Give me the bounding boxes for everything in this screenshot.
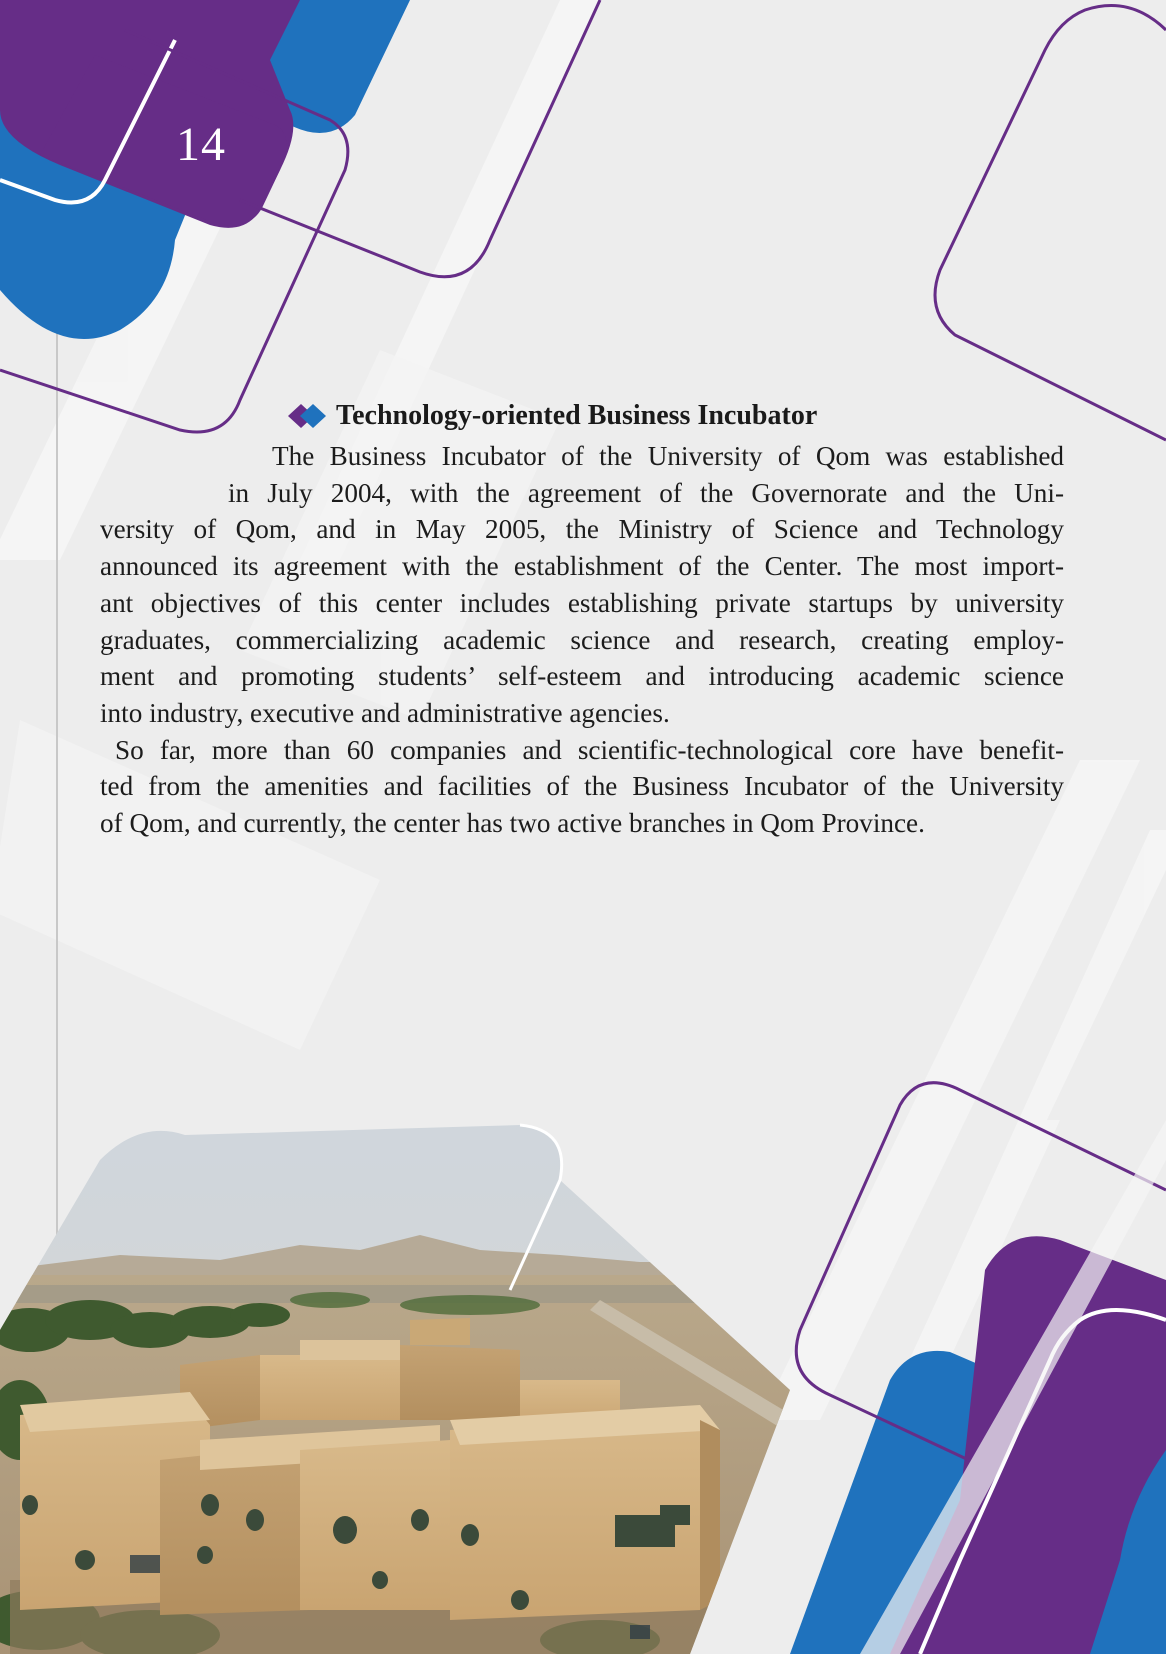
- double-diamond-icon: [286, 401, 330, 431]
- top-right-purple-outline: [935, 6, 1166, 441]
- section-heading: [286, 400, 817, 432]
- section-title: Technology-oriented Business Incubator: [336, 400, 818, 431]
- paragraph-line: ant objectives of this center includes establishing private startups by university: [100, 587, 1064, 618]
- paragraph-line: in July 2004, with the agreement of the Governorate and the Uni-: [228, 477, 1064, 508]
- paragraph-2: [100, 732, 1064, 842]
- body-text: [100, 438, 1064, 842]
- page-number: 14: [176, 118, 226, 171]
- paragraph-line: into industry, executive and administrative agencies.: [100, 697, 670, 728]
- paragraph-line: The Business Incubator of the University of Qom was established: [272, 441, 1064, 471]
- paragraph-line: So far, more than 60 companies and scientific-technological core have benefit-: [115, 734, 1064, 765]
- paragraph-line: ment and promoting students’ self-esteem and introducing academic science: [100, 661, 1064, 692]
- paragraph-line: announced its agreement with the establishment of the Center. The most import-: [100, 551, 1064, 582]
- paragraph-line: graduates, commercializing academic science and research, creating employ-: [100, 624, 1064, 655]
- paragraph-1: [100, 438, 1064, 732]
- paragraph-line: of Qom, and currently, the center has two active branches in Qom Province.: [100, 808, 925, 839]
- paragraph-line: ted from the amenities and facilities of the Business Incubator of the University: [100, 771, 1064, 802]
- aerial-photo: [0, 1100, 800, 1654]
- paragraph-line: versity of Qom, and in May 2005, the Ministry of Science and Technology: [100, 514, 1064, 545]
